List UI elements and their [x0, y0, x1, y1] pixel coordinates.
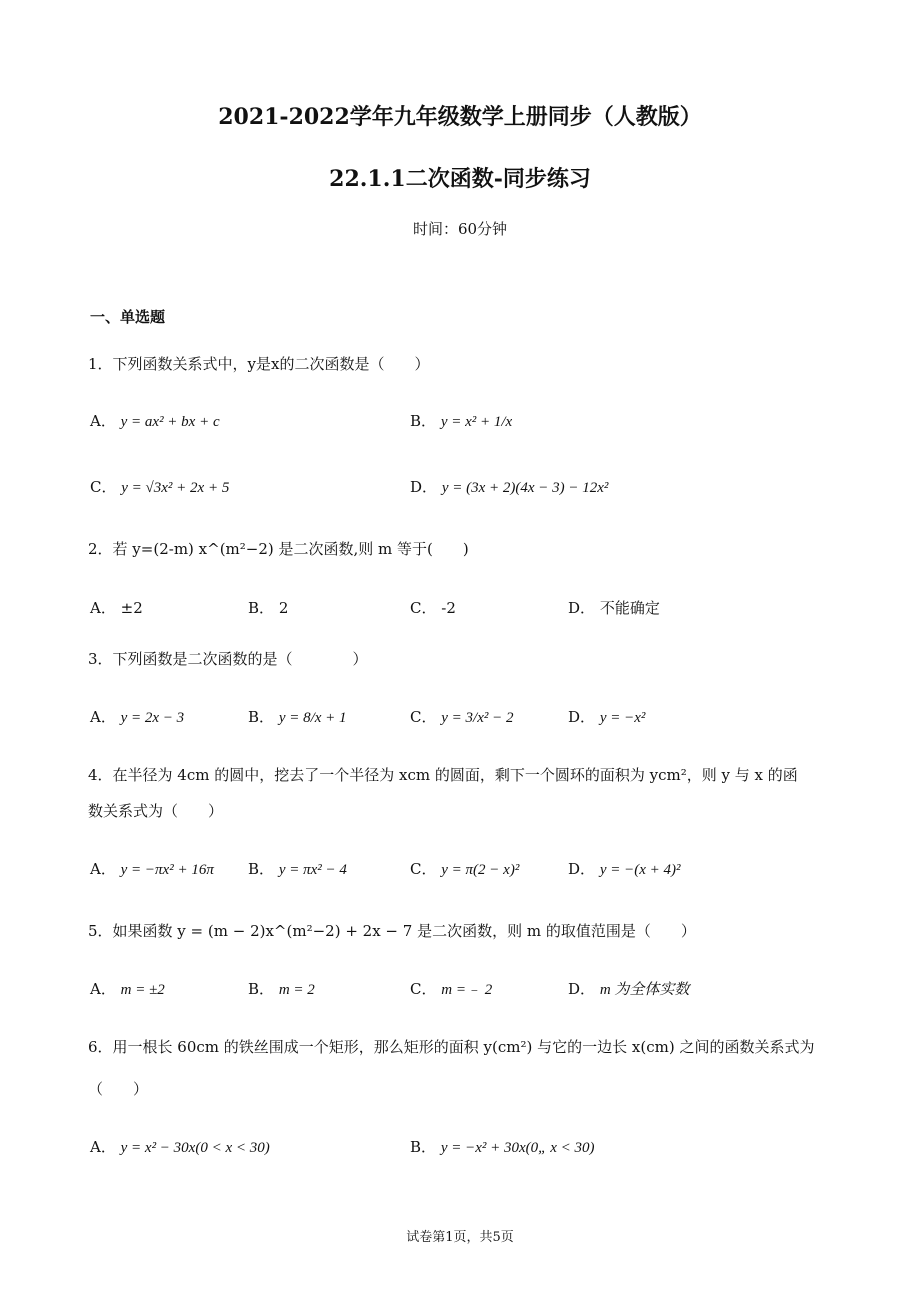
question-1-option-a[interactable]	[90, 410, 220, 431]
question-5-option-b[interactable]	[248, 978, 315, 999]
option-expression: y = −(x + 4)²	[599, 862, 681, 878]
question-3-text: 3．下列函数是二次函数的是（ ）	[88, 650, 368, 668]
option-label: A．	[90, 412, 116, 430]
option-label: A．	[90, 599, 116, 617]
option-expression: y = π(2 − x)²	[441, 862, 520, 878]
option-label: D．	[568, 980, 596, 998]
option-expression: m = ±2	[120, 982, 165, 998]
option-label: A．	[90, 708, 116, 726]
document-subtitle: 22.1.1二次函数-同步练习	[329, 166, 591, 192]
option-expression: ±2	[120, 599, 143, 617]
option-expression: y = ax² + bx + c	[120, 414, 220, 430]
option-expression: y = 3/x² − 2	[441, 710, 514, 726]
option-expression: y = −x²	[599, 710, 646, 726]
question-4-text-line-2: 数关系式为（ ）	[88, 802, 224, 820]
section-title: 一、单选题	[90, 308, 166, 326]
question-6-option-a[interactable]	[90, 1136, 270, 1157]
question-2-option-b[interactable]	[248, 597, 288, 618]
option-label: D．	[568, 599, 596, 617]
option-label: A．	[90, 980, 116, 998]
option-label: C．	[410, 860, 437, 878]
question-5-option-d[interactable]	[568, 978, 689, 999]
option-expression: 2	[278, 599, 289, 617]
page-footer: 试卷第1页，共5页	[406, 1230, 514, 1245]
option-expression: 不能确定	[599, 599, 660, 617]
option-label: C．	[410, 599, 437, 617]
question-3-option-d[interactable]	[568, 706, 645, 727]
option-expression: m 为全体实数	[599, 982, 690, 998]
question-4-option-a[interactable]	[90, 858, 214, 879]
question-1-option-c[interactable]	[90, 476, 229, 497]
question-2-option-d[interactable]	[568, 597, 660, 618]
option-expression: y = πx² − 4	[278, 862, 347, 878]
option-label: B．	[248, 599, 275, 617]
option-expression: y = 8/x + 1	[278, 710, 347, 726]
question-6-text-line-2: （ ）	[88, 1080, 149, 1098]
option-label: C．	[410, 980, 437, 998]
question-4-option-c[interactable]	[410, 858, 519, 879]
option-expression: m =﹣ 2	[441, 982, 493, 998]
option-expression: y = (3x + 2)(4x − 3) − 12x²	[441, 480, 609, 496]
question-2-text: 2．若 y=(2-m) x^(m²−2) 是二次函数,则 m 等于( )	[88, 540, 469, 558]
option-expression: y = −πx² + 16π	[120, 862, 214, 878]
option-expression: m = 2	[278, 982, 315, 998]
option-label: A．	[90, 1138, 116, 1156]
question-5-option-a[interactable]	[90, 978, 165, 999]
question-3-option-a[interactable]	[90, 706, 184, 727]
question-4-text-line-1: 4．在半径为 4cm 的圆中，挖去了一个半径为 xcm 的圆面，剩下一个圆环的面积为 ycm²，则 y 与 x 的函	[88, 766, 798, 784]
question-3-option-c[interactable]	[410, 706, 514, 727]
option-label: B．	[410, 1138, 437, 1156]
question-6-option-b[interactable]	[410, 1136, 595, 1157]
option-expression: y = 2x − 3	[120, 710, 185, 726]
option-expression: y = √3x² + 2x + 5	[121, 480, 230, 496]
document-title: 2021-2022学年九年级数学上册同步（人教版）	[218, 104, 702, 130]
option-label: C．	[90, 478, 117, 496]
time-limit: 时间：60分钟	[412, 220, 508, 238]
option-label: D．	[568, 708, 596, 726]
question-6-text-line-1: 6．用一根长 60cm 的铁丝围成一个矩形，那么矩形的面积 y(cm²) 与它的一边长 x(cm) 之间的函数关系式为	[88, 1038, 815, 1056]
option-label: B．	[410, 412, 437, 430]
question-2-option-a[interactable]	[90, 597, 143, 618]
option-label: D．	[568, 860, 596, 878]
option-label: B．	[248, 860, 275, 878]
question-1-option-d[interactable]	[410, 476, 608, 497]
option-label: C．	[410, 708, 437, 726]
question-1-option-b[interactable]	[410, 410, 512, 431]
question-3-option-b[interactable]	[248, 706, 347, 727]
option-label: A．	[90, 860, 116, 878]
question-4-option-b[interactable]	[248, 858, 347, 879]
question-5-option-c[interactable]	[410, 978, 492, 999]
option-label: B．	[248, 708, 275, 726]
option-expression: -2	[441, 599, 456, 617]
option-expression: y = x² + 1/x	[440, 414, 513, 430]
question-2-option-c[interactable]	[410, 597, 456, 618]
option-expression: y = −x² + 30x(0„ x < 30)	[440, 1140, 595, 1156]
question-1-text: 1．下列函数关系式中，y是x的二次函数是（ ）	[88, 355, 430, 373]
option-label: B．	[248, 980, 275, 998]
option-expression: y = x² − 30x(0 < x < 30)	[120, 1140, 270, 1156]
question-5-text: 5．如果函数 y = (m − 2)x^(m²−2) + 2x − 7 是二次函数，则 m 的取值范围是（ ）	[88, 922, 696, 940]
question-4-option-d[interactable]	[568, 858, 680, 879]
option-label: D．	[410, 478, 438, 496]
